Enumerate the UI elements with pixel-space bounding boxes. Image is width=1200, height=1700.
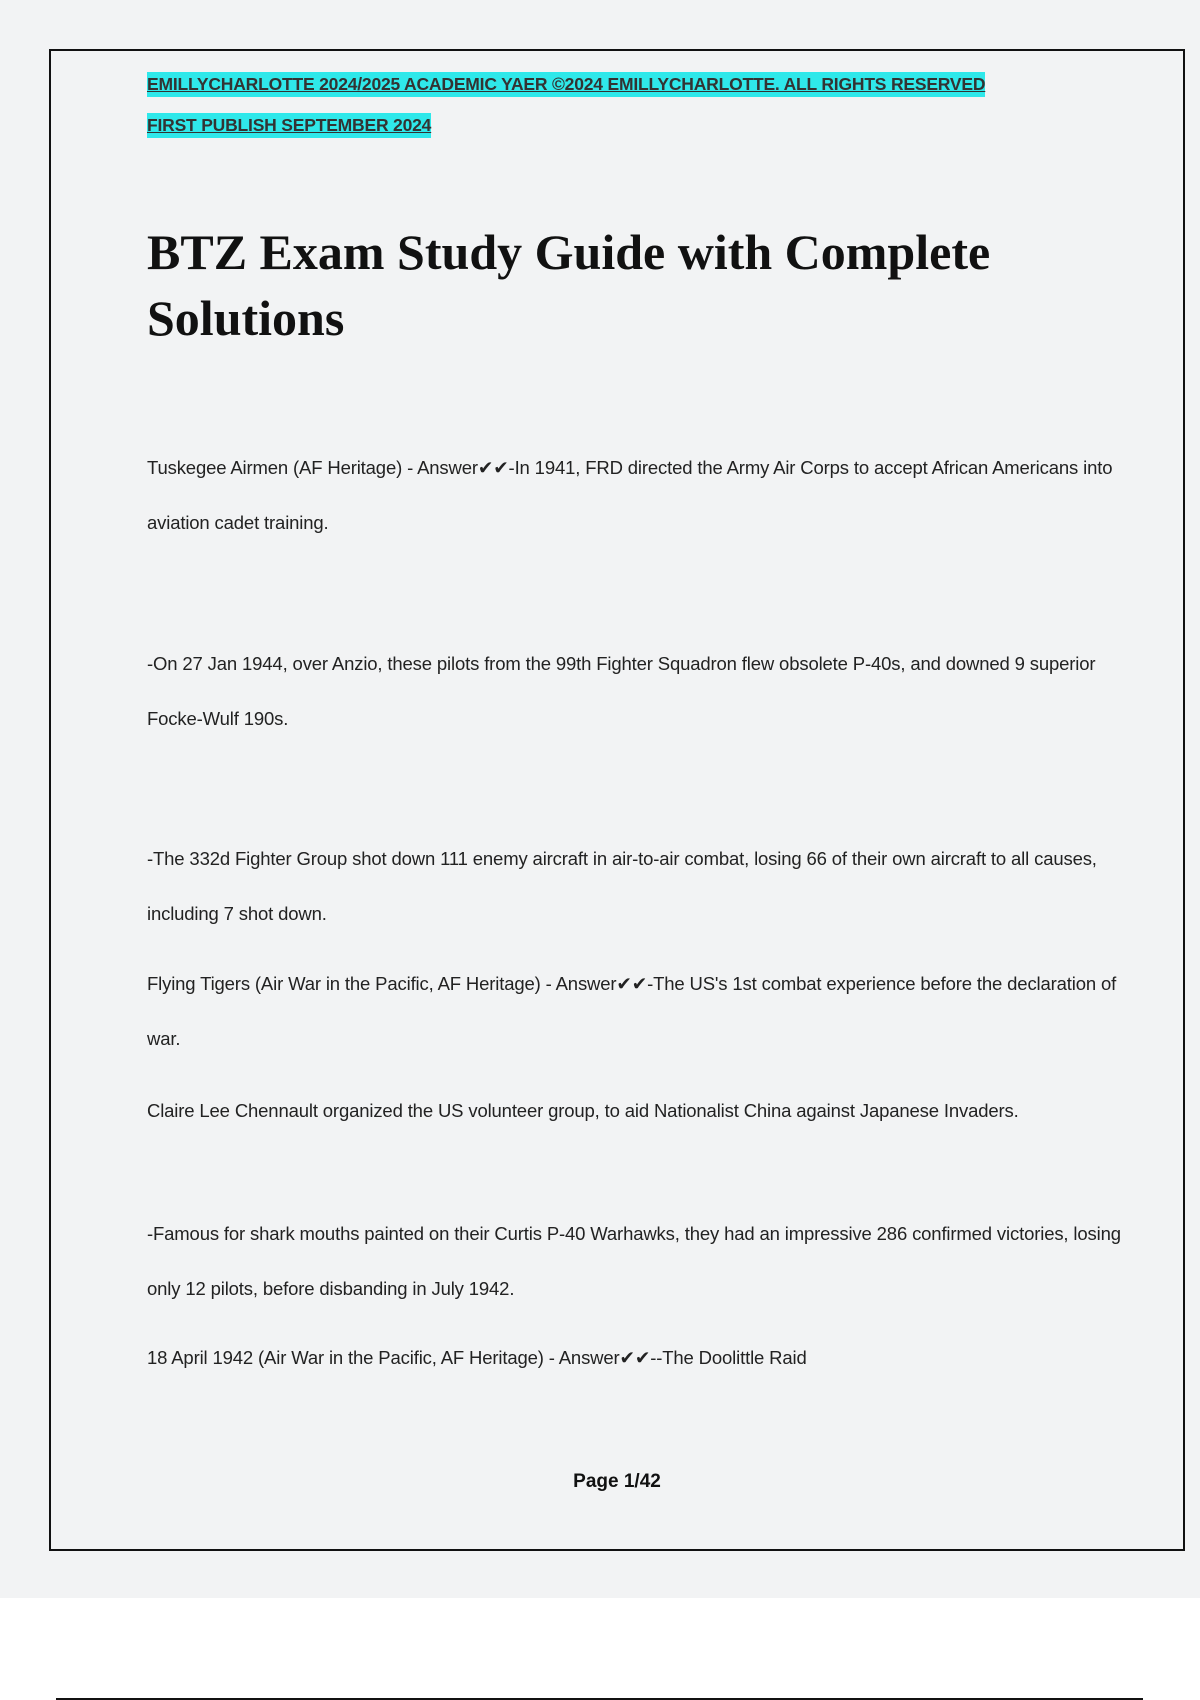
paragraph-chennault: Claire Lee Chennault organized the US volunteer group, to aid Nationalist China against Japanese Invaders. xyxy=(147,1100,1019,1121)
paragraph-anzio: -On 27 Jan 1944, over Anzio, these pilots from the 99th Fighter Squadron flew obsolete P-40s, and downed 9 superior Focke-Wulf 190s. xyxy=(147,653,1096,729)
paragraph-doolittle-raid: 18 April 1942 (Air War in the Pacific, AF Heritage) - Answer✔✔--The Doolittle Raid xyxy=(147,1347,807,1368)
publish-date-header-line: FIRST PUBLISH SEPTEMBER 2024 xyxy=(147,117,431,135)
paragraph-flying-tigers: Flying Tigers (Air War in the Pacific, AF Heritage) - Answer✔✔-The US's 1st combat experience before the declaration of war. xyxy=(147,973,1117,1049)
document-page xyxy=(49,49,1185,1551)
paragraph-tuskegee-airmen: Tuskegee Airmen (AF Heritage) - Answer✔✔-In 1941, FRD directed the Army Air Corps to accept African Americans into aviation cadet training. xyxy=(147,457,1113,533)
page-number: Page 1/42 xyxy=(573,1471,661,1492)
copyright-header-line: EMILLYCHARLOTTE 2024/2025 ACADEMIC YAER ©2024 EMILLYCHARLOTTE. ALL RIGHTS RESERVED xyxy=(147,76,985,94)
paragraph-shark-mouths: -Famous for shark mouths painted on their Curtis P-40 Warhawks, they had an impressive 286 confirmed victories, losing only 12 pilots, before disbanding in July 1942. xyxy=(147,1223,1121,1299)
paragraph-332d-fighter-group: -The 332d Fighter Group shot down 111 enemy aircraft in air-to-air combat, losing 66 of their own aircraft to all causes, including 7 shot down. xyxy=(147,848,1097,924)
document-title: BTZ Exam Study Guide with Complete Solutions xyxy=(147,224,991,346)
